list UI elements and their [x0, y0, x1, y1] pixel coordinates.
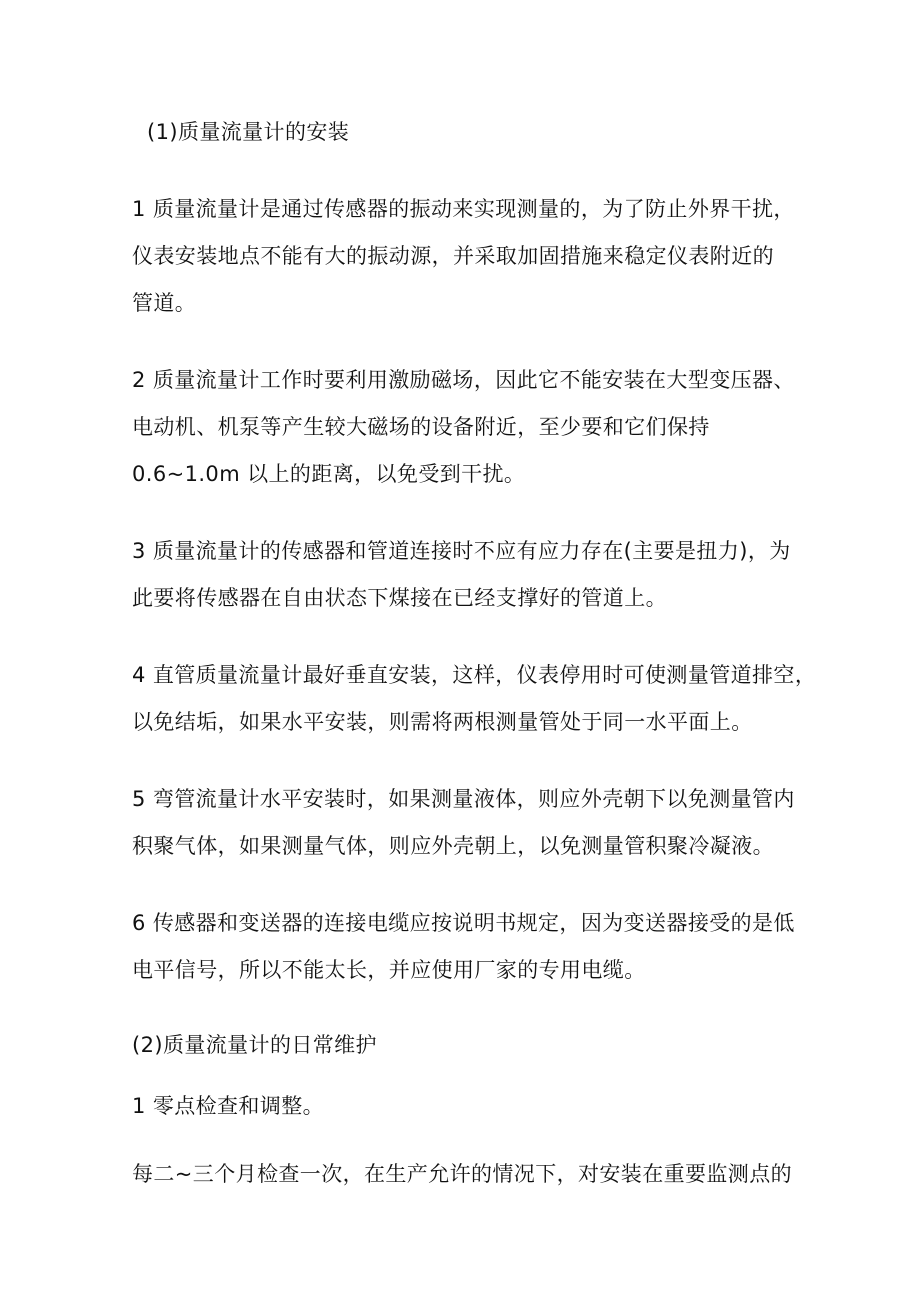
paragraph-1-line-1: 1 质量流量计是通过传感器的振动来实现测量的，为了防止外界干扰，	[132, 197, 795, 221]
paragraph-6-line-1: 6 传感器和变送器的连接电缆应按说明书规定，因为变送器接受的是低	[132, 911, 795, 935]
maintenance-paragraph-line-1: 每二~三个月检查一次，在生产允许的情况下，对安装在重要监测点的	[132, 1162, 792, 1186]
paragraph-1-line-3: 管道。	[132, 291, 197, 315]
paragraph-4-line-2: 以免结垢，如果水平安装，则需将两根测量管处于同一水平面上。	[132, 710, 753, 734]
paragraph-3-line-1: 3 质量流量计的传感器和管道连接时不应有应力存在(主要是扭力)，为	[132, 539, 791, 563]
paragraph-2-line-2: 电动机、机泵等产生较大磁场的设备附近，至少要和它们保持	[132, 415, 710, 439]
paragraph-2-line-3: 0.6~1.0m 以上的距离，以免受到干扰。	[132, 462, 526, 486]
section-heading-maintenance: (2)质量流量计的日常维护	[132, 1033, 377, 1057]
paragraph-4-line-1: 4 直管质量流量计最好垂直安装，这样，仪表停用时可使测量管道排空，	[132, 663, 817, 687]
paragraph-5-line-2: 积聚气体，如果测量气体，则应外壳朝上，以免测量管积聚冷凝液。	[132, 834, 774, 858]
section-heading-installation: (1)质量流量计的安装	[147, 120, 350, 144]
paragraph-3-line-2: 此要将传感器在自由状态下煤接在已经支撑好的管道上。	[132, 586, 667, 610]
paragraph-6-line-2: 电平信号，所以不能太长，并应使用厂家的专用电缆。	[132, 958, 646, 982]
paragraph-1-line-2: 仪表安装地点不能有大的振动源，并采取加固措施来稳定仪表附近的	[132, 244, 774, 268]
paragraph-5-line-1: 5 弯管流量计水平安装时，如果测量液体，则应外壳朝下以免测量管内	[132, 787, 795, 811]
paragraph-2-line-1: 2 质量流量计工作时要利用激励磁场，因此它不能安装在大型变压器、	[132, 368, 795, 392]
maintenance-item-1: 1 零点检查和调整。	[132, 1094, 325, 1118]
